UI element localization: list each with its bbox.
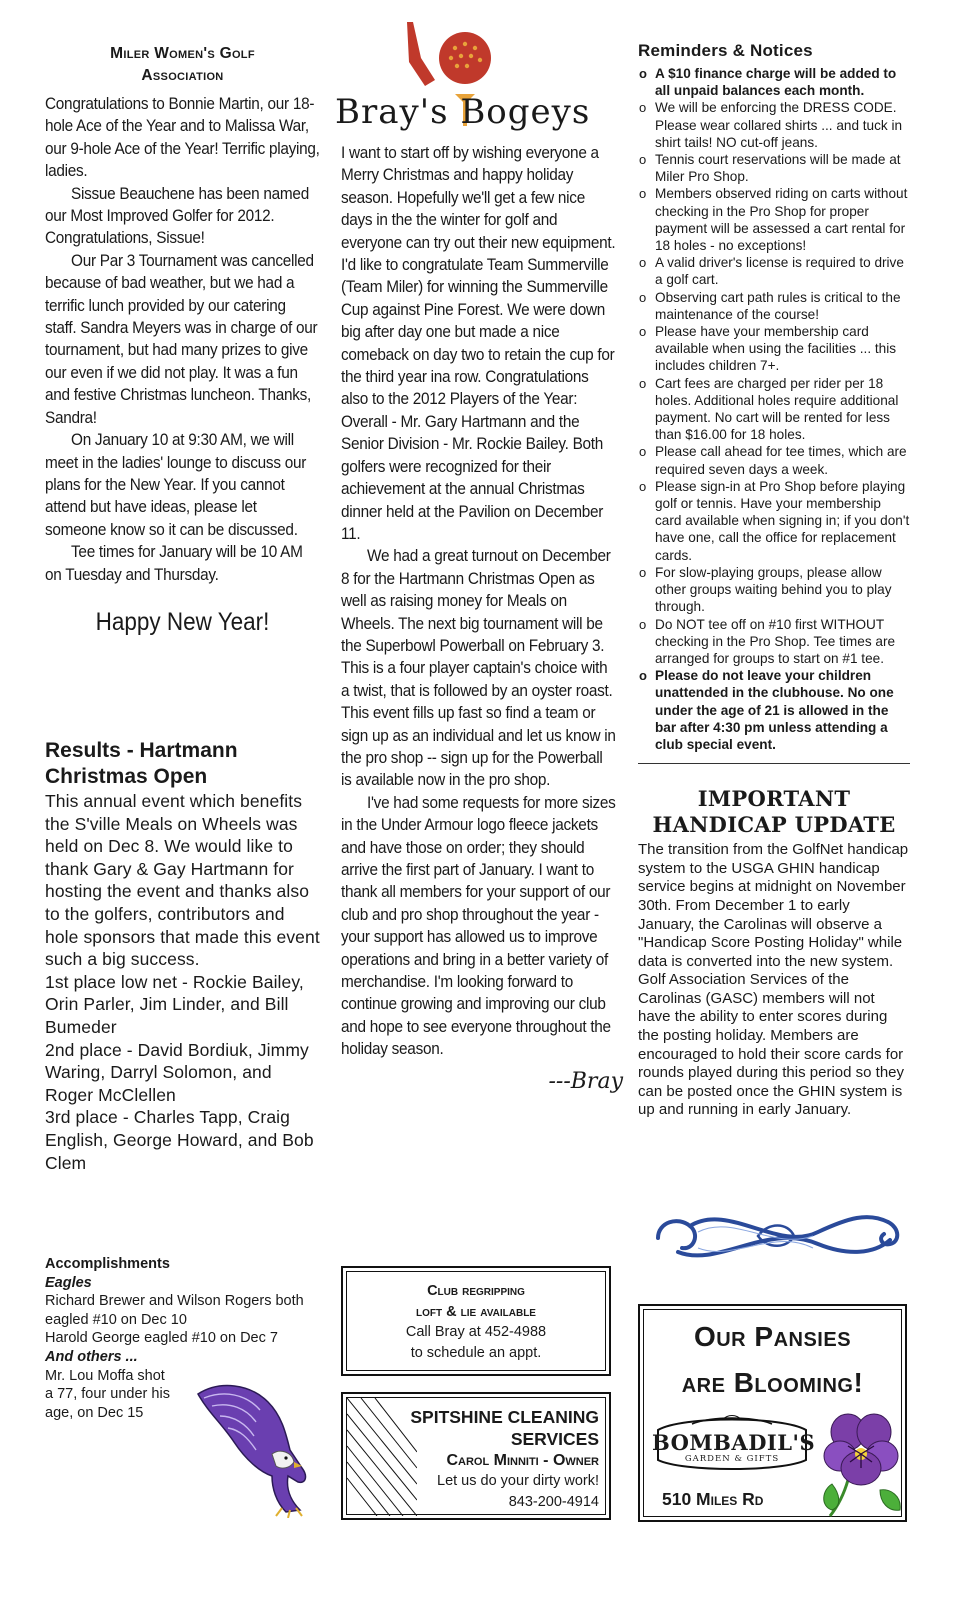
middle-column (335, 0, 623, 1200)
miler-paragraph: Tee times for January will be 10 AM on Tuesday and Thursday. (45, 543, 303, 584)
happy-new-year: Happy New Year! (95, 607, 270, 636)
regrip-schedule-line: to schedule an appt. (410, 1344, 542, 1361)
bombadils-brand: BOMBADIL'S (652, 1430, 816, 1455)
reminder-item: o Please have your membership card available when using the facilities ... this includes children 7+. (638, 323, 910, 375)
regrip-subheading: loft & lie available (416, 1303, 536, 1320)
results-body (45, 790, 320, 1174)
pansies-heading-line1: Our Pansies (693, 1321, 852, 1352)
results-first-place: 1st place low net - Rockie Bailey, Orin Parler, Jim Linder, and Bill Bumeder (45, 971, 304, 1037)
reminders-list (638, 65, 910, 753)
eagle-entry: Richard Brewer and Wilson Rogers both eagled #10 on Dec 10 (45, 1293, 304, 1328)
reminders-title: Reminders & Notices (638, 41, 813, 60)
miler-paragraph: Our Par 3 Tournament was cancelled because of bad weather, but we had a terrific lunch provided by our catering staff. Sandra Meyers was in charge of our tournament, but had many prizes to give our even if we did not play. It was a fun and festive Christmas luncheon. Thanks, Sandra! (45, 251, 318, 427)
handicap-title: IMPORTANT HANDICAP UPDATE (652, 786, 896, 838)
results-title: Results - Hartmann Christmas Open (45, 739, 238, 788)
pansy-icon (824, 1414, 900, 1516)
handicap-body: The transition from the GolfNet handicap system to the USGA GHIN handicap service begins at midnight on November 30th. From December 1 to early January, the Carolinas will observe a "Handicap Score Posting Holiday" while data is converted into the new system. Golf Association Services of the Carolinas (GASC) members will not have the ability to enter scores during the posting holiday. Members are encouraged to hold their score cards for rounds played during this period so they can be posted once the GHIN system is up and running in early January. (638, 841, 909, 1119)
pansy-flower-illustration (818, 1410, 906, 1520)
eagle-illustration (190, 1376, 314, 1518)
miler-paragraph: On January 10 at 9:30 AM, we will meet in the ladies' lounge to discuss our plans for the New Year. If you cannot attend but have ideas, please let someone know so it can be discussed. (45, 431, 307, 539)
reminder-item: o We will be enforcing the DRESS CODE. Please wear collared shirts ... and tuck in shirt tails! NO cut-off jeans. (638, 99, 910, 151)
miler-heading: Miler Women's Golf Association (110, 45, 255, 84)
miler-paragraph: Congratulations to Bonnie Martin, our 18-hole Ace of the Year and to Malissa War, our 9-hole Ace of the Year! Terrific playing, ladies. (45, 95, 320, 181)
other-entry-line: a 77, four under his (45, 1386, 170, 1403)
right-column (638, 0, 910, 1120)
left-column (45, 0, 320, 1421)
regrip-phone-line: Call Bray at 452-4988 (405, 1324, 547, 1340)
reminder-item: o Members observed riding on carts without checking in the Pro Shop for proper payment will be assessed a cart rental for 18 holes - no exceptions! (638, 185, 910, 254)
eagle-icon (198, 1386, 305, 1518)
reminder-item: o A valid driver's license is required to drive a golf cart. (638, 254, 910, 288)
diagonal-lines-decoration (347, 1398, 417, 1516)
reminder-item: o Cart fees are charged per rider per 18 holes. Additional holes require additional payment. No cart will be rented for less than $16.00 for 18 holes. (638, 375, 910, 444)
bombadils-logo (652, 1412, 816, 1476)
brays-bogeys-title: Bray's Bogeys (335, 92, 591, 132)
reminder-item: o Please call ahead for tee times, which are required seven days a week. (638, 443, 910, 477)
other-entry-line: Mr. Lou Moffa shot (45, 1367, 165, 1384)
eagles-label: Eagles (45, 1274, 92, 1291)
spitshine-ad (341, 1392, 611, 1520)
divider (638, 763, 910, 764)
other-entry-line: age, on Dec 15 (45, 1404, 144, 1421)
results-third-place: 3rd place - Charles Tapp, Craig English, George Howard, and Bob Clem (45, 1107, 314, 1173)
brays-signature: ---Bray (548, 1068, 623, 1094)
results-intro: This annual event which benefits the S'ville Meals on Wheels was held on Dec 8. We would like to thank Gary & Gay Hartmann for hosting the event and thanks also to the golfers, contributors and hole sponsors that made this event such a big success. (45, 791, 320, 970)
brays-article (341, 142, 637, 1094)
reminder-item: o A $10 finance charge will be added to all unpaid balances each month. (638, 65, 910, 99)
reminder-item: o Please do not leave your children unattended in the clubhouse. No one under the age of 21 is allowed in the bar after 4:30 pm unless attending a club special event. (638, 667, 910, 753)
reminder-item: o For slow-playing groups, please allow other groups waiting behind you to play through. (638, 564, 910, 616)
regrip-heading: Club regripping (427, 1283, 525, 1299)
reminder-item: o Do NOT tee off on #10 first WITHOUT checking in the Pro Shop. Tee times are arranged for groups to start on #1 tee. (638, 616, 910, 668)
reminder-item: o Tennis court reservations will be made at Miler Pro Shop. (638, 151, 910, 185)
others-label: And others ... (45, 1348, 138, 1365)
swirl-icon (658, 1217, 897, 1255)
accomplishments-title: Accomplishments (45, 1256, 170, 1272)
bombadils-subtitle: GARDEN & GIFTS (684, 1454, 780, 1464)
spitshine-owner: Carol Minniti - Owner (446, 1452, 599, 1469)
spitshine-subheading: SERVICES (510, 1429, 599, 1449)
eagle-entry: Harold George eagled #10 on Dec 7 (45, 1330, 278, 1347)
regripping-ad (341, 1266, 611, 1376)
spitshine-phone: 843-200-4914 (508, 1494, 599, 1510)
miler-paragraph: Sissue Beauchene has been named our Most Improved Golfer for 2012. Congratulations, Sissue! (45, 184, 309, 248)
pansies-heading-line2: are Blooming! (681, 1367, 864, 1398)
spitshine-heading: SPITSHINE CLEANING (410, 1407, 599, 1427)
swirl-ornament (638, 1192, 910, 1278)
brays-paragraph: I've had some requests for more sizes in the Under Armour logo fleece jackets and have those on order; they should arrive the first part of January. I want to thank all members for your support of our club and pro shop throughout the year - your support has allowed us to improve operations and bring in a better variety of merchandise. I'm looking forward to continue growing and improving our club and hope to see everyone throughout the holiday season. (341, 793, 616, 1059)
reminder-item: o Observing cart path rules is critical to the maintenance of the course! (638, 289, 910, 323)
results-second-place: 2nd place - David Bordiuk, Jimmy Waring, Darryl Solomon, and Roger McClellen (45, 1039, 309, 1105)
pansies-ad (638, 1304, 907, 1522)
miler-article (45, 93, 320, 586)
brays-paragraph: We had a great turnout on December 8 for the Hartmann Christmas Open as well as raising money for Meals on Wheels. The next big tournament will be the Superbowl Powerball on February 3. This is a four player captain's choice with a twist, that is followed by an oyster roast. This event fills up fast so find a team or sign up as an individual and let us know in the pro shop -- sign up for the Powerball is available now in the pro shop. (341, 547, 616, 790)
reminder-item: o Please sign-in at Pro Shop before playing golf or tennis. Have your membership card available when signing in; if you don't have one, call the office for replacement cards. (638, 478, 910, 564)
pansies-address: 510 Miles Rd (662, 1489, 764, 1509)
spitshine-tagline: Let us do your dirty work! (437, 1473, 599, 1489)
brays-paragraph: I want to start off by wishing everyone a Merry Christmas and happy holiday season. Hopefully we'll get a few nice days in the the winter for golf and everyone can try out their new equipment. I'd like to congratulate Team Summerville (Team Miler) for winning the Summerville Cup against Pine Forest. We were down big after day one but made a nice comeback on day two to retain the cup for the third year ina row. Congratulations also to the 2012 Players of the Year: Overall - Mr. Gary Hartmann and the Senior Division - Mr. Rockie Bailey. Both golfers were recognized for their achievement at the annual Christmas dinner held at the Pavilion on December 11. (341, 144, 616, 543)
